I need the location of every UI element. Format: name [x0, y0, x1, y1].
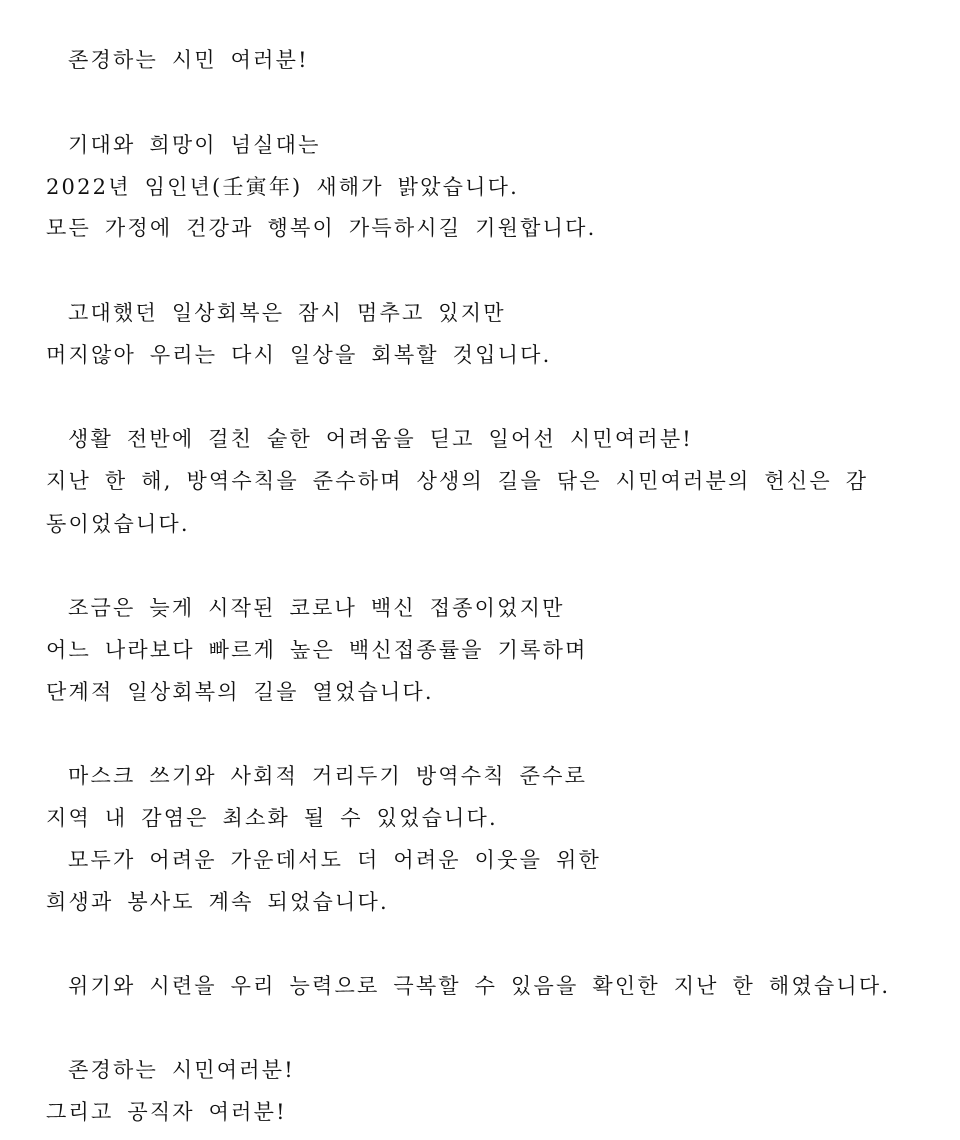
paragraph-4-line-2: 어느 나라보다 빠르게 높은 백신접종률을 기록하며: [46, 638, 588, 662]
paragraph-1-line-3: 모든 가정에 건강과 행복이 가득하시길 기원합니다.: [46, 216, 597, 240]
paragraph-4-line-1: 조금은 늦게 시작된 코로나 백신 접종이었지만: [68, 596, 565, 620]
paragraph-5-line-3: 모두가 어려운 가운데서도 더 어려운 이웃을 위한: [68, 848, 601, 872]
paragraph-3-line-1: 생활 전반에 걸친 숱한 어려움을 딛고 일어선 시민여러분!: [68, 427, 693, 451]
paragraph-1-line-1: 기대와 희망이 넘실대는: [68, 133, 321, 157]
paragraph-3-line-3: 동이었습니다.: [46, 512, 190, 536]
paragraph-1-line-2: 2022년 임인년(壬寅年) 새해가 밝았습니다.: [46, 175, 519, 199]
paragraph-2-line-1: 고대했던 일상회복은 잠시 멈추고 있지만: [68, 301, 506, 325]
paragraph-3-line-2: 지난 한 해, 방역수칙을 준수하며 상생의 길을 닦은 시민여러분의 헌신은 감: [46, 469, 869, 493]
paragraph-5-line-4: 희생과 봉사도 계속 되었습니다.: [46, 890, 389, 914]
greeting-line: 존경하는 시민 여러분!: [68, 48, 309, 72]
paragraph-5-line-1: 마스크 쓰기와 사회적 거리두기 방역수칙 준수로: [68, 764, 588, 788]
closing-line-1: 존경하는 시민여러분!: [68, 1058, 295, 1082]
paragraph-4-line-3: 단계적 일상회복의 길을 열었습니다.: [46, 680, 434, 704]
closing-line-2: 그리고 공직자 여러분!: [46, 1100, 287, 1124]
paragraph-5-line-2: 지역 내 감염은 최소화 될 수 있었습니다.: [46, 806, 498, 830]
paragraph-6-line-1: 위기와 시련을 우리 능력으로 극복할 수 있음을 확인한 지난 한 해였습니다.: [68, 974, 891, 998]
paragraph-2-line-2: 머지않아 우리는 다시 일상을 회복할 것입니다.: [46, 343, 552, 367]
